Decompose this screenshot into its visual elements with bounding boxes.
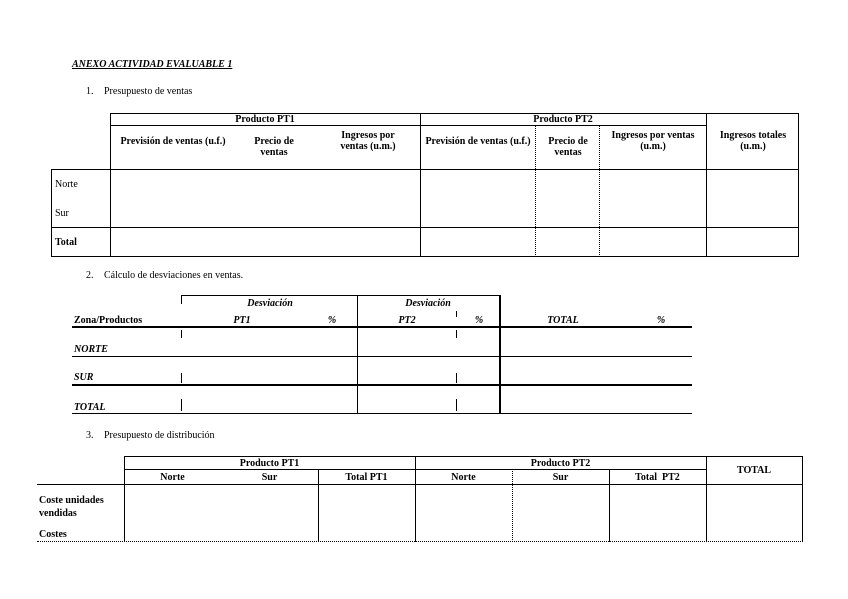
section-1-heading [86, 86, 192, 97]
section-2-heading [86, 270, 243, 281]
t1-col-precio-pt2: Precio de ventas [548, 136, 588, 158]
t2-row-total: TOTAL [74, 402, 106, 413]
t2-total: TOTAL [547, 315, 579, 326]
t2-row-sur: SUR [74, 372, 94, 383]
t1-col-ingresos-totales: Ingresos totales (u.m.) [719, 130, 787, 152]
t1-col-ingresos-pt2: Ingresos por ventas (u.m.) [611, 130, 695, 152]
t3-total: TOTAL [736, 465, 772, 476]
t1-group-pt1: Producto PT1 [235, 114, 295, 125]
section-3-number: 3. [86, 430, 94, 441]
t1-row-total: Total [55, 237, 77, 248]
document-title: ANEXO ACTIVIDAD EVALUABLE 1 [72, 59, 233, 70]
t3-row-coste-unidades: Coste unidades vendidas [39, 495, 104, 519]
t2-desviacion-2: Desviación [405, 298, 451, 309]
t3-group-pt2: Producto PT2 [530, 458, 591, 469]
t3-sur-pt2: Sur [552, 472, 569, 483]
t1-col-precio-pt1: Precio de ventas [254, 136, 294, 158]
t3-group-pt1: Producto PT1 [239, 458, 300, 469]
section-3-label: Presupuesto de distribución [104, 430, 215, 441]
t2-zona-productos: Zona/Productos [74, 315, 143, 326]
section-1-label: Presupuesto de ventas [104, 86, 193, 97]
t1-group-pt2: Producto PT2 [533, 114, 593, 125]
t1-row-norte: Norte [55, 179, 78, 190]
t2-pt2: PT2 [398, 315, 416, 326]
t3-norte-pt1: Norte [160, 472, 185, 483]
t3-total-pt1: Total PT1 [345, 472, 388, 483]
t1-col-prevision-pt2: Previsión de ventas (u.f.) [425, 136, 531, 147]
t2-pct3: % [656, 315, 666, 326]
t2-desviacion-1: Desviación [247, 298, 293, 309]
t2-pct2: % [474, 315, 484, 326]
t3-norte-pt2: Norte [451, 472, 476, 483]
t1-col-ingresos-pt1: Ingresos por ventas (u.m.) [340, 130, 396, 152]
section-3-heading [86, 430, 215, 441]
t2-pt1: PT1 [233, 315, 251, 326]
section-2-label: Cálculo de desviaciones en ventas. [104, 270, 244, 281]
t1-row-sur: Sur [55, 208, 69, 219]
t3-row-costes: Costes [39, 529, 67, 540]
t3-sur-pt1: Sur [261, 472, 278, 483]
t3-total-pt2: Total PT2 [635, 472, 680, 483]
section-2-number: 2. [86, 270, 94, 281]
t1-col-prevision-pt1: Previsión de ventas (u.f.) [120, 136, 226, 147]
section-1-number: 1. [86, 86, 94, 97]
t2-pct1: % [327, 315, 337, 326]
t2-row-norte: NORTE [74, 344, 108, 355]
